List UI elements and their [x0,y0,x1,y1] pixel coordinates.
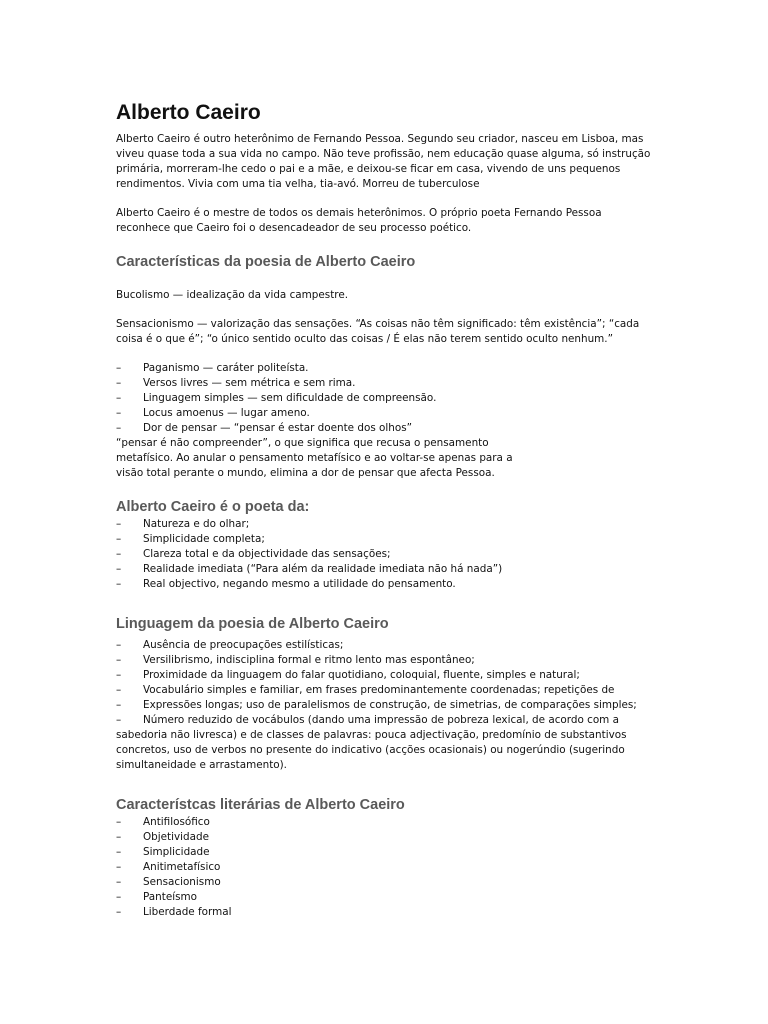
list-item-text: Simplicidade completa; [143,533,265,545]
bullet-dash: – [116,407,122,419]
bullet-dash: – [116,669,122,681]
linguagem-list [116,638,656,728]
list-item-text: Paganismo — caráter politeísta. [143,362,309,374]
list-item [116,517,656,532]
bullet-dash: – [116,563,122,575]
bullet-dash: – [116,846,122,858]
list-item-text: Número reduzido de vocábulos (dando uma impressão de pobreza lexical, de acordo com a [143,714,619,726]
bullet-dash: – [116,714,122,726]
document-page [116,100,656,920]
bullet-dash: – [116,518,122,530]
list-item [116,713,656,728]
list-item [116,815,656,830]
list-item [116,638,656,653]
list-item [116,905,656,920]
section-heading-caracteristicas: Características da poesia de Alberto Caeiro [116,254,416,270]
list-item [116,406,656,421]
list-item [116,683,656,698]
list-item [116,376,656,391]
list-item-text: Locus amoenus — lugar ameno. [143,407,310,419]
list-item-text: Linguagem simples — sem dificuldade de compreensão. [143,392,437,404]
bullet-dash: – [116,684,122,696]
list-item [116,577,656,592]
bullet-dash: – [116,831,122,843]
list-item-text: Liberdade formal [143,906,232,918]
list-item [116,361,656,376]
list-item-text: Panteísmo [143,891,197,903]
list-item-text: Sensacionismo [143,876,221,888]
list-item-text: Dor de pensar — “pensar é estar doente dos olhos” [143,422,413,434]
list-item-text: Natureza e do olhar; [143,518,250,530]
list-item [116,547,656,562]
list-item-text: Realidade imediata (“Para além da realidade imediata não há nada”) [143,563,503,575]
bullet-dash: – [116,362,122,374]
bullet-dash: – [116,533,122,545]
bullet-dash: – [116,699,122,711]
section-heading-caracteristicas-literarias: Característcas literárias de Alberto Caeiro [116,797,405,813]
bullet-dash: – [116,422,122,434]
bullet-dash: – [116,654,122,666]
list-item-text: Antifilosófico [143,816,210,828]
section-heading-linguagem: Linguagem da poesia de Alberto Caeiro [116,616,389,632]
document-title: Alberto Caeiro [116,101,261,124]
list-item [116,653,656,668]
bullet-dash: – [116,891,122,903]
intro-paragraph-2: Alberto Caeiro é o mestre de todos os demais heterônimos. O próprio poeta Fernando Pessoa reconhece que Caeiro foi o desencadeador de seu processo poético. [116,207,602,234]
list-item-text: Ausência de preocupações estilísticas; [143,639,344,651]
list-item-text: Expressões longas; uso de paralelismos de construção, de simetrias, de comparações simples; [143,699,637,711]
list-item-text: Versilibrismo, indisciplina formal e ritmo lento mas espontâneo; [143,654,475,666]
sensacionismo-paragraph: Sensacionismo — valorização das sensações. “As coisas não têm significado: têm existência”; “cada coisa é o que é”; “o único sentido oculto das coisas / É elas não terem sentido oculto nenhum.” [116,318,640,345]
list-item-text: Versos livres — sem métrica e sem rima. [143,377,356,389]
intro-paragraph-1: Alberto Caeiro é outro heterônimo de Fernando Pessoa. Segundo seu criador, nasceu em Lisboa, mas viveu quase toda a sua vida no campo. Não teve profissão, nem educação quase alguma, só instrução primária, morreram-lhe cedo o pai e a mãe, e deixou-se ficar em casa, vivendo de uns pequenos rendimentos. Vivia com uma tia velha, tia-avó. Morreu de tuberculose [116,133,651,190]
list-item-text: Real objectivo, negando mesmo a utilidade do pensamento. [143,578,456,590]
list-item [116,845,656,860]
dor-de-pensar-paragraph: “pensar é não compreender”, o que significa que recusa o pensamento metafísico. Ao anular o pensamento metafísico e ao voltar-se apenas para a visão total perante o mundo, elimina a dor de pensar que afecta Pessoa. [116,437,513,479]
linguagem-continuation-paragraph: sabedoria não livresca) e de classes de palavras: pouca adjectivação, predomínio de substantivos concretos, uso de verbos no presente do indicativo (acções ocasionais) ou nogerúndio (sugerindo simultaneidade e arrastamento). [116,729,627,771]
list-item [116,698,656,713]
caracteristicas-list [116,361,656,436]
list-item-text: Clareza total e da objectividade das sensações; [143,548,391,560]
bullet-dash: – [116,816,122,828]
list-item [116,830,656,845]
list-item [116,421,656,436]
list-item [116,875,656,890]
bullet-dash: – [116,392,122,404]
list-item [116,860,656,875]
bullet-dash: – [116,906,122,918]
list-item [116,890,656,905]
caracteristicas-literarias-list [116,815,656,920]
list-item-text: Vocabulário simples e familiar, em frases predominantemente coordenadas; repetições de [143,684,615,696]
bullet-dash: – [116,861,122,873]
list-item [116,668,656,683]
bullet-dash: – [116,548,122,560]
bullet-dash: – [116,377,122,389]
list-item [116,532,656,547]
list-item-text: Anitimetafísico [143,861,221,873]
bullet-dash: – [116,876,122,888]
section-heading-poeta-da: Alberto Caeiro é o poeta da: [116,499,310,515]
list-item-text: Proximidade da linguagem do falar quotidiano, coloquial, fluente, simples e natural; [143,669,580,681]
bucolismo-paragraph: Bucolismo — idealização da vida campestre. [116,289,349,301]
poeta-da-list [116,517,656,592]
list-item [116,562,656,577]
list-item-text: Simplicidade [143,846,210,858]
list-item [116,391,656,406]
bullet-dash: – [116,578,122,590]
bullet-dash: – [116,639,122,651]
list-item-text: Objetividade [143,831,210,843]
